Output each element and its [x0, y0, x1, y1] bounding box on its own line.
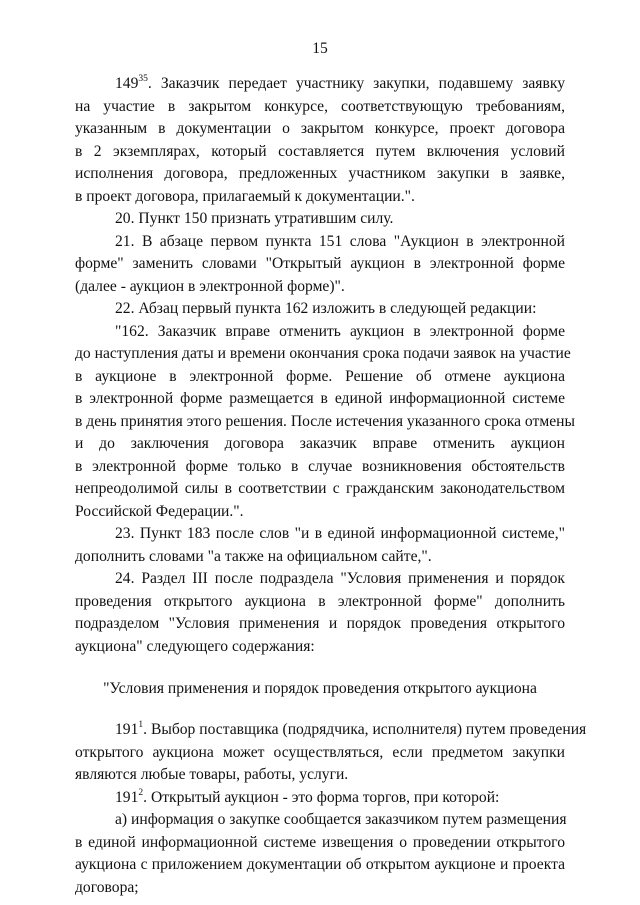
- paragraph-line: в электронной форме размещается в единой информационной системе: [75, 390, 565, 407]
- paragraph-line: дополнить словами "а также на официальном сайте,".: [75, 548, 432, 565]
- footnote-superscript: 35: [138, 73, 148, 84]
- paragraph-line: проведения открытого аукциона в электронной форме" дополнить: [75, 593, 565, 610]
- footnote-superscript: 1: [138, 719, 144, 730]
- paragraph-line: подразделом "Условия применения и порядок проведения открытого: [75, 615, 565, 632]
- paragraph-line: форме" заменить словами "Открытый аукцион в электронной форме: [75, 255, 565, 272]
- paragraph-line: указанным в документации о закрытом конкурсе, проект договора: [75, 120, 565, 137]
- paragraph-line: договора;: [75, 879, 139, 896]
- section-heading: "Условия применения и порядок проведения открытого аукциона: [103, 680, 537, 697]
- paragraph-line: до наступления даты и времени окончания срока подачи заявок на участие: [75, 345, 571, 362]
- paragraph-line: на участие в закрытом конкурсе, соответствующую требованиям,: [75, 98, 565, 115]
- paragraph-line: "162. Заказчик вправе отменить аукцион в электронной форме: [115, 323, 565, 340]
- paragraph-line: аукциона с приложением документации об открытом аукционе и проекта: [75, 856, 565, 873]
- paragraph-line: Российской Федерации.".: [75, 503, 244, 520]
- paragraph-line: в единой информационной системе извещения о проведении открытого: [75, 834, 565, 851]
- paragraph-line: $191^2$. Открытый аукцион - это форма торгов, при которой:: [115, 787, 500, 806]
- paragraph-line: в электронной форме только в случае возникновения обстоятельств: [75, 458, 565, 475]
- paragraph-line: являются любые товары, работы, услуги.: [75, 766, 349, 783]
- paragraph-line: а) информация о закупке сообщается заказчиком путем размещения: [115, 811, 567, 828]
- paragraph-line: в проект договора, прилагаемый к документации.".: [75, 188, 415, 205]
- paragraph-line: 20. Пункт 150 признать утратившим силу.: [115, 210, 394, 227]
- paragraph-line: в день принятия этого решения. После истечения указанного срока отмены: [75, 413, 575, 430]
- paragraph-line: 24. Раздел III после подраздела "Условия применения и порядок: [115, 570, 565, 587]
- paragraph-line: (далее - аукцион в электронной форме)".: [75, 278, 345, 295]
- paragraph-line: аукциона" следующего содержания:: [75, 638, 315, 655]
- page-number: 15: [312, 40, 328, 57]
- footnote-superscript: 2: [138, 787, 144, 798]
- paragraph-line: 21. В абзаце первом пункта 151 слова "Аукцион в электронной: [115, 233, 565, 250]
- paragraph-line: непреодолимой силы в соответствии с гражданским законодательством: [75, 480, 565, 497]
- paragraph-line: в аукционе в электронной форме. Решение об отмене аукциона: [75, 368, 565, 385]
- paragraph-line: открытого аукциона может осуществляться, если предметом закупки: [75, 744, 565, 761]
- paragraph-line: 23. Пункт 183 после слов "и в единой информационной системе,": [115, 525, 565, 542]
- paragraph-line: исполнения договора, предложенных участником закупки в заявке,: [75, 165, 565, 182]
- paragraph-line: $149^{35}$. Заказчик передает участнику закупки, подавшему заявку: [115, 73, 565, 92]
- paragraph-line: $191^1$. Выбор поставщика (подрядчика, исполнителя) путем проведения: [115, 719, 587, 738]
- paragraph-line: и до заключения договора заказчик вправе отменить аукцион: [75, 435, 565, 452]
- paragraph-line: 22. Абзац первый пункта 162 изложить в следующей редакции:: [115, 300, 537, 317]
- paragraph-line: в 2 экземплярах, который составляется путем включения условий: [75, 143, 565, 160]
